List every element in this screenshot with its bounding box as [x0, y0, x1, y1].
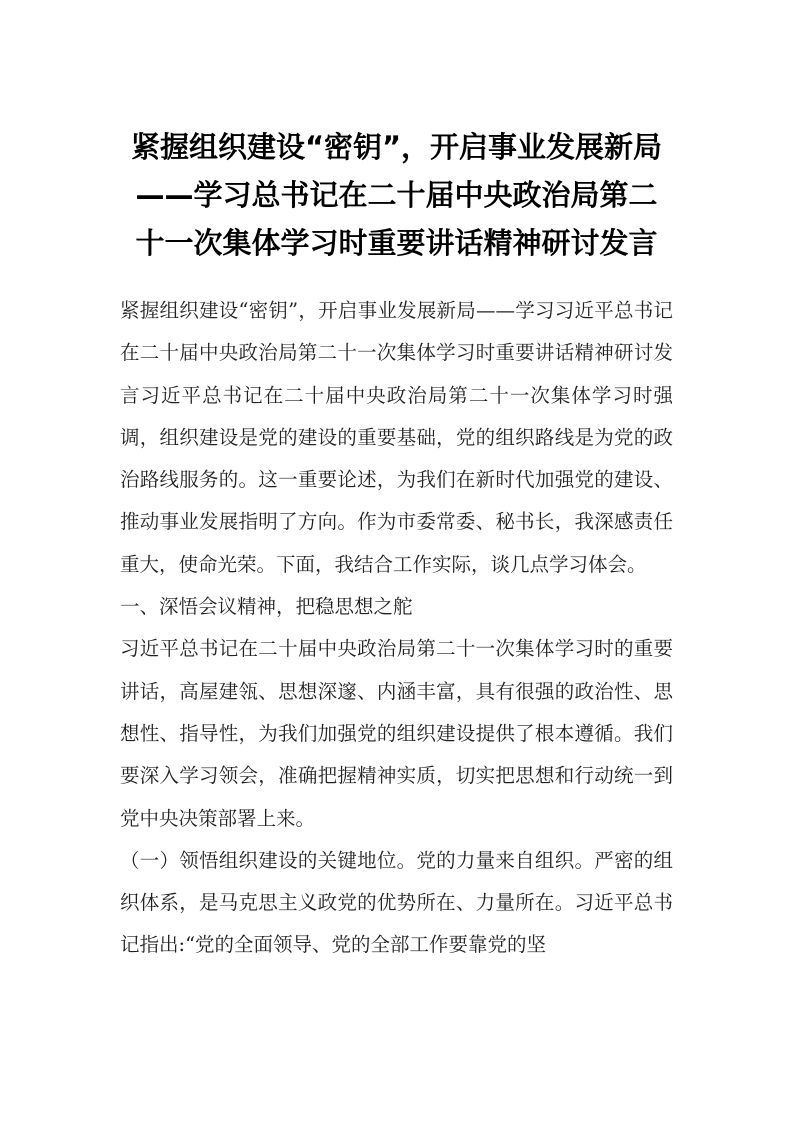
title-line-1: 紧握组织建设“密钥”，开启事业发展新局	[130, 130, 663, 164]
document-title	[100, 123, 693, 267]
title-line-3: 十一次集体学习时重要讲话精神研讨发言	[135, 226, 658, 260]
body-paragraph: 习近平总书记在二十届中央政治局第二十一次集体学习时的重要讲话，高屋建瓴、思想深邃、内涵丰富，具有很强的政治性、思想性、指导性，为我们加强党的组织建设提供了根本遵循。我们要深入学习领会，准确把握精神实质，切实把思想和行动统一到党中央决策部署上来。	[120, 637, 673, 830]
document-body	[120, 290, 673, 967]
title-line-2: ——学习总书记在二十届中央政治局第二	[135, 178, 658, 212]
subsection-paragraph: （一）领悟组织建设的关键地位。党的力量来自组织。严密的组织体系，是马克思主义政党的优势所在、力量所在。习近平总书记指出:“党的全面领导、党的全部工作要靠党的坚	[120, 848, 673, 957]
section-heading: 一、深悟会议精神，把稳思想之舵	[120, 595, 413, 619]
intro-paragraph: 紧握组织建设“密钥”，开启事业发展新局——学习习近平总书记在二十届中央政治局第二十一次集体学习时重要讲话精神研讨发言习近平总书记在二十届中央政治局第二十一次集体学习时强调，组织建设是党的建设的重要基础，党的组织路线是为党的政治路线服务的。这一重要论述，为我们在新时代加强党的建设、推动事业发展指明了方向。作为市委常委、秘书长，我深感责任重大，使命光荣。下面，我结合工作实际，谈几点学习体会。	[120, 299, 673, 576]
